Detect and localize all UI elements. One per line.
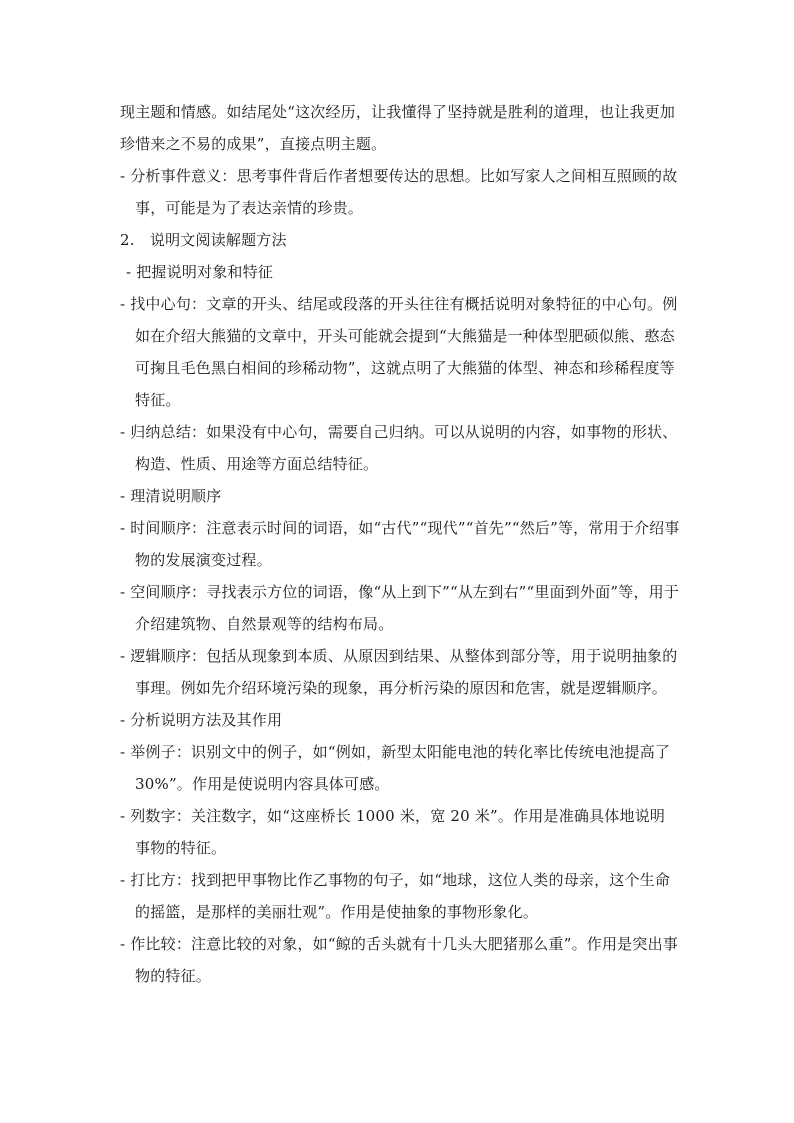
- subheading-explanation-order: - 理清说明顺序: [120, 487, 222, 505]
- paragraph-theme-conclusion: 现主题和情感。如结尾处“这次经历，让我懂得了坚持就是胜利的道理，也让我更加珍惜来之不易的成果”，直接点明主题。: [120, 103, 676, 153]
- document-body: [120, 96, 680, 992]
- paragraph-central-sentence: - 找中心句：文章的开头、结尾或段落的开头往往有概括说明对象特征的中心句。例如在介绍大熊猫的文章中，开头可能就会提到“大熊猫是一种体型肥硕似熊、憨态可掬且毛色黑白相间的珍稀动物”，这就点明了大熊猫的体型、神态和珍稀程度等特征。: [120, 295, 678, 409]
- paragraph-logic-order: - 逻辑顺序：包括从现象到本质、从原因到结果、从整体到部分等，用于说明抽象的事理。例如先介绍环境污染的现象，再分析污染的原因和危害，就是逻辑顺序。: [120, 647, 678, 697]
- paragraph-space-order: - 空间顺序：寻找表示方位的词语，像“从上到下”“从左到右”“里面到外面”等，用于介绍建筑物、自然景观等的结构布局。: [120, 583, 680, 633]
- paragraph-metaphor: - 打比方：找到把甲事物比作乙事物的句子，如“地球，这位人类的母亲，这个生命的摇篮，是那样的美丽壮观”。作用是使抽象的事物形象化。: [120, 871, 671, 921]
- paragraph-comparison: - 作比较：注意比较的对象，如“鲸的舌头就有十几头大肥猪那么重”。作用是突出事物的特征。: [120, 935, 678, 985]
- paragraph-numbers: - 列数字：关注数字，如“这座桥长 1000 米，宽 20 米”。作用是准确具体地说明事物的特征。: [120, 807, 666, 857]
- paragraph-examples: - 举例子：识别文中的例子，如“例如，新型太阳能电池的转化率比传统电池提高了 30%”。作用是使说明内容具体可感。: [120, 743, 671, 793]
- subheading-explanation-methods: - 分析说明方法及其作用: [120, 711, 283, 729]
- paragraph-summarize: - 归纳总结：如果没有中心句，需要自己归纳。可以从说明的内容，如事物的形状、构造、性质、用途等方面总结特征。: [120, 423, 678, 473]
- paragraph-time-order: - 时间顺序：注意表示时间的词语，如“古代”“现代”“首先”“然后”等，常用于介绍事物的发展演变过程。: [120, 519, 680, 569]
- subheading-object-features: - 把握说明对象和特征: [126, 263, 274, 281]
- heading-expository-methods: 2. 说明文阅读解题方法: [120, 231, 287, 249]
- paragraph-event-meaning: - 分析事件意义：思考事件背后作者想要传达的思想。比如写家人之间相互照顾的故事，可能是为了表达亲情的珍贵。: [120, 167, 678, 217]
